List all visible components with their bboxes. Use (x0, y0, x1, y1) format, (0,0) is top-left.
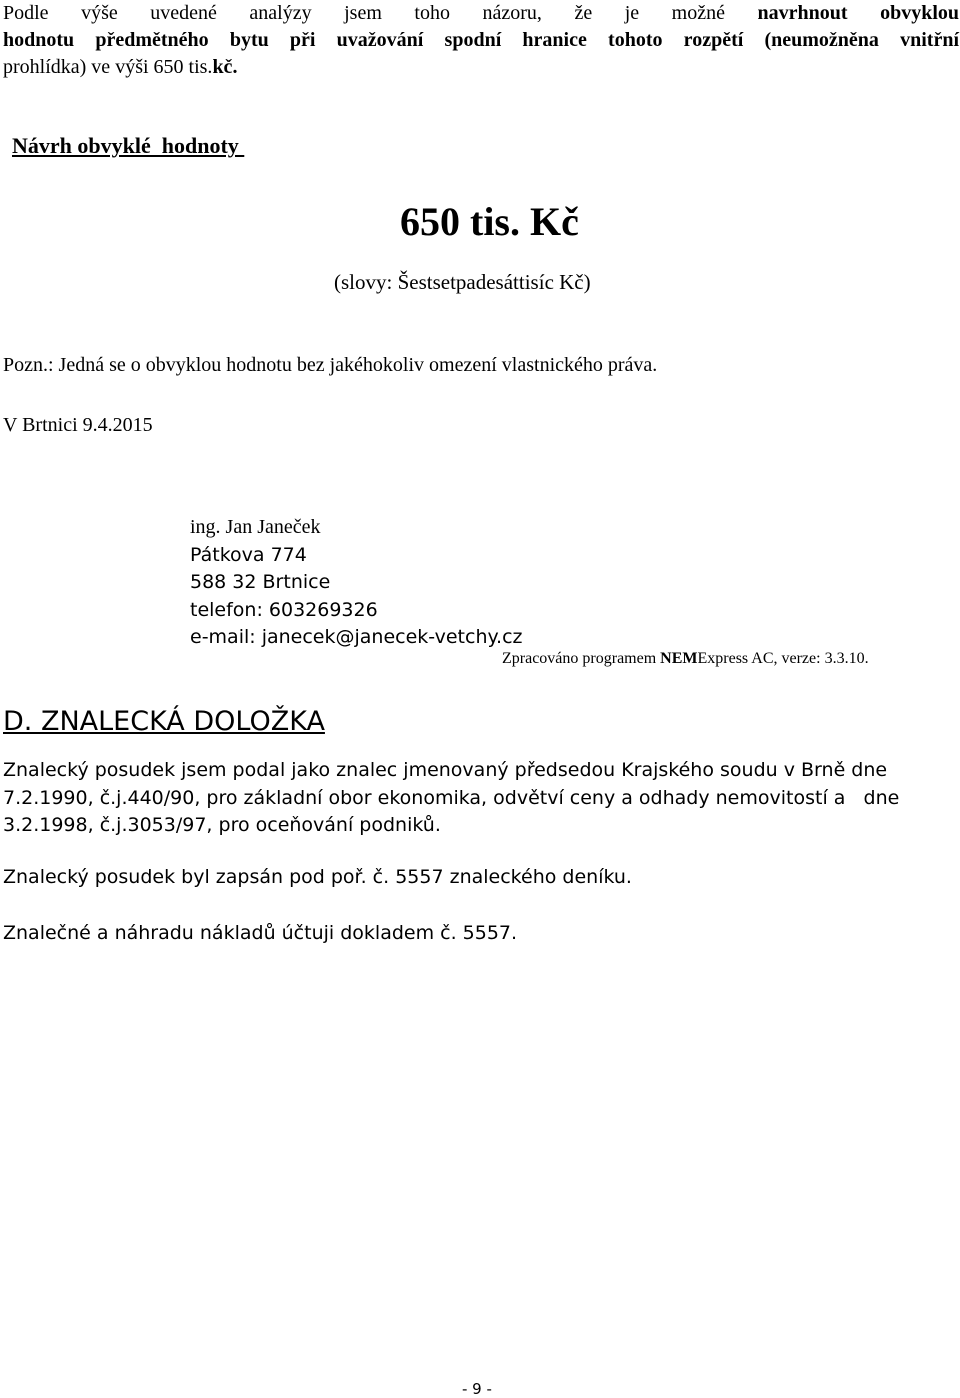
signature-street: Pátkova 774 (190, 543, 307, 566)
section-d-line-1: Znalecký posudek jsem podal jako znalec jmenovaný předsedou Krajského soudu v Brně dne (3, 759, 888, 781)
signature-phone: telefon: 603269326 (190, 598, 378, 621)
section-d-heading: D. ZNALECKÁ DOLOŽKA (3, 706, 325, 737)
software-credit (502, 650, 869, 668)
software-brand: NEM (660, 650, 698, 667)
page-number: - 9 - (462, 1380, 492, 1398)
intro-bold-end: kč. (212, 56, 238, 78)
valuation-note: Pozn.: Jedná se o obvyklou hodnotu bez jakéhokoliv omezení vlastnického práva. (3, 354, 658, 376)
registered-note: Znalecký posudek byl zapsán pod poř. č. 5557 znaleckého deníku. (3, 866, 632, 888)
signature-email: e-mail: janecek@janecek-vetchy.cz (190, 626, 523, 648)
section-d-line-2: 7.2.1990, č.j.440/90, pro základní obor ekonomika, odvětví ceny a odhady nemovitostí a dne (3, 786, 900, 809)
intro-text-end: prohlídka) ve výši 650 tis. (3, 56, 213, 78)
section-d-line-3: 3.2.1998, č.j.3053/97, pro oceňování podniků. (3, 814, 441, 836)
intro-line-2: hodnotu předmětného bytu při uvažování spodní hranice tohoto rozpětí (neumožněna vnitřní (3, 29, 959, 51)
software-prefix: Zpracováno programem (502, 650, 661, 667)
signature-city: 588 32 Brtnice (190, 571, 331, 593)
valuation-heading: Návrh obvyklé hodnoty (12, 133, 245, 158)
intro-paragraph (3, 0, 959, 81)
intro-bold-text: navrhnout obvyklou (757, 2, 959, 24)
intro-line-3 (3, 54, 959, 81)
signature-name: ing. Jan Janeček (190, 516, 321, 538)
valuation-amount: 650 tis. Kč (400, 199, 579, 244)
intro-line-1 (3, 0, 959, 27)
fees-note: Znalečné a náhradu nákladů účtuji dokladem č. 5557. (3, 922, 518, 944)
software-suffix: Express AC, verze: 3.3.10. (697, 650, 869, 667)
section-d-paragraph (3, 757, 959, 840)
intro-text: Podle výše uvedené analýzy jsem toho názoru, že je možné (3, 2, 758, 24)
place-date: V Brtnici 9.4.2015 (3, 414, 153, 436)
signature-block (190, 514, 523, 652)
valuation-in-words: (slovy: Šestsetpadesáttisíc Kč) (334, 270, 591, 294)
